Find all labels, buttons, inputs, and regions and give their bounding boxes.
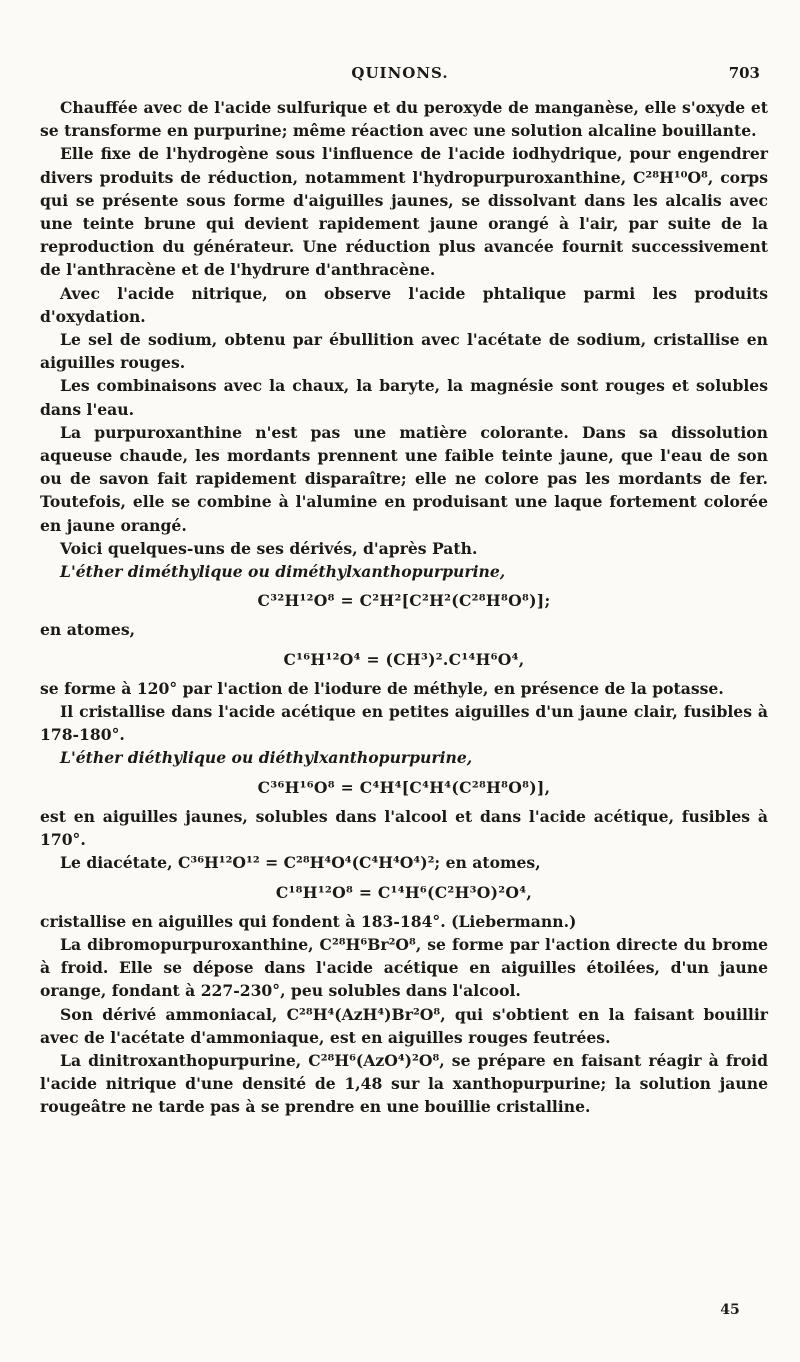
paragraph: La dinitroxanthopurpurine, C²⁸H⁶(AzO⁴)²O⁸, se prépare en faisant réagir à froid l'acide nitrique d'une densité de 1,48 sur la xanthopurpurine; la solution jaune rougeâtre ne tarde pas à se prendre en une bouillie cristalline. — [40, 1050, 768, 1117]
formula: C¹⁸H¹²O⁸ = C¹⁴H⁶(C²H³O)²O⁴, — [275, 882, 533, 902]
paragraph: cristallise en aiguilles qui fondent à 183-184°. (Liebermann.) — [40, 911, 577, 931]
paragraph: Chauffée avec de l'acide sulfurique et du peroxyde de manganèse, elle s'oxyde et se transforme en purpurine; même réaction avec une solution alcaline bouillante. — [40, 98, 768, 141]
signature-mark: 45 — [720, 1302, 740, 1318]
paragraph: Voici quelques-uns de ses dérivés, d'après Path. — [60, 538, 478, 558]
paragraph: se forme à 120° par l'action de l'iodure de méthyle, en présence de la potasse. — [40, 678, 724, 698]
compound-heading — [40, 746, 768, 769]
formula: C¹⁶H¹²O⁴ = (CH³)².C¹⁴H⁶O⁴, — [283, 649, 525, 669]
paragraph: Elle fixe de l'hydrogène sous l'influence de l'acide iodhydrique, pour engendrer divers produits de réduction, notamment l'hydropurpuroxanthine, C²⁸H¹⁰O⁸, corps qui se présente sous forme d'aiguilles jaunes, se dissolvant dans les alcalis avec une teinte brune qui devient rapidement jaune orangé à l'air, par suite de la reproduction du générateur. Une réduction plus avancée fournit successivement de l'anthracène et de l'hydrure d'anthracène. — [40, 144, 768, 280]
paragraph: La purpuroxanthine n'est pas une matière colorante. Dans sa dissolution aqueuse chaude, les mordants prennent une faible teinte jaune, que l'eau de son ou de savon fait rapidement disparaître; elle ne colore pas les mordants de fer. Toutefois, elle se combine à l'alumine en produisant une laque fortement colorée en jaune orangé. — [40, 422, 768, 535]
running-header — [40, 64, 760, 90]
page-number: 703 — [728, 64, 760, 82]
formula: C³²H¹²O⁸ = C²H²[C²H²(C²⁸H⁸O⁸)]; — [257, 591, 551, 611]
paragraph: Il cristallise dans l'acide acétique en petites aiguilles d'un jaune clair, fusibles à 178-180°. — [40, 702, 768, 745]
compound-name: L'éther diméthylique ou diméthylxanthopurpurine, — [60, 562, 506, 582]
paragraph: Le diacétate, C³⁶H¹²O¹² = C²⁸H⁴O⁴(C⁴H⁴O⁴)²; en atomes, — [60, 853, 541, 873]
paragraph: Avec l'acide nitrique, on observe l'acide phtalique parmi les produits d'oxydation. — [40, 283, 768, 326]
formula: C³⁶H¹⁶O⁸ = C⁴H⁴[C⁴H⁴(C²⁸H⁸O⁸)], — [257, 777, 551, 797]
compound-heading — [40, 560, 768, 583]
paragraph: est en aiguilles jaunes, solubles dans l'alcool et dans l'acide acétique, fusibles à 170°. — [40, 806, 768, 850]
running-title: QUINONS. — [351, 64, 449, 82]
body-text — [40, 96, 768, 1119]
paragraph: Le sel de sodium, obtenu par ébullition avec l'acétate de sodium, cristallise en aiguilles rouges. — [40, 330, 768, 373]
paragraph: en atomes, — [40, 620, 136, 640]
paragraph: Les combinaisons avec la chaux, la baryte, la magnésie sont rouges et solubles dans l'eau. — [40, 376, 768, 419]
compound-name: L'éther diéthylique ou diéthylxanthopurpurine, — [60, 748, 473, 768]
paragraph: Son dérivé ammoniacal, C²⁸H⁴(AzH⁴)Br²O⁸, qui s'obtient en la faisant bouillir avec de l'acétate d'ammoniaque, est en aiguilles rouges feutrées. — [40, 1004, 768, 1047]
paragraph: La dibromopurpuroxanthine, C²⁸H⁶Br²O⁸, se forme par l'action directe du brome à froid. Elle se dépose dans l'acide acétique en aiguilles étoilées, d'un jaune orange, fondant à 227-230°, peu solubles dans l'alcool. — [40, 934, 768, 1001]
